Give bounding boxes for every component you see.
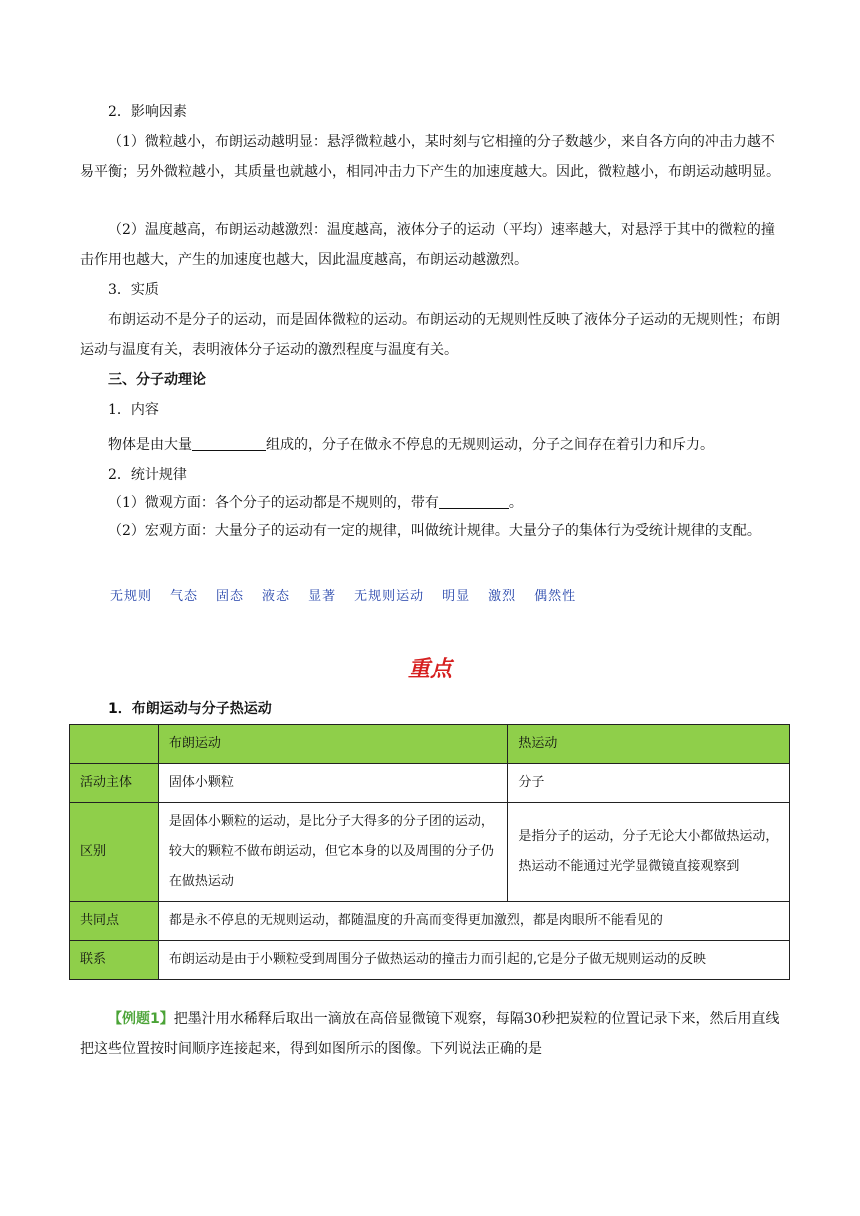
factors-heading: 2．影响因素 [108,104,187,120]
content-sentence [80,430,786,460]
answer-key [110,585,594,604]
row-label-relation: 联系 [70,941,159,980]
row-label-difference: 区别 [70,803,159,902]
difference-thermal: 是指分子的运动，分子无论大小都做热运动，热运动不能通过光学显微镜直接观察到 [508,803,790,902]
subject-brownian: 固体小颗粒 [158,764,507,803]
micro-sentence [80,488,786,518]
example-text: 把墨汁用水稀释后取出一滴放在高倍显微镜下观察，每隔30秒把炭粒的位置记录下来，然后用直线把这些位置按时间顺序连接起来，得到如图所示的图像。下列说法正确的是 [80,1011,780,1057]
answer-item: 偶然性 [534,589,577,604]
answer-item: 固态 [216,589,245,604]
answer-item: 明显 [442,589,471,604]
factor-item-2: （2）温度越高，布朗运动越激烈：温度越高，液体分子的运动（平均）速率越大，对悬浮于其中的微粒的撞击作用也越大，产生的加速度也越大，因此温度越高，布朗运动越激烈。 [80,222,775,268]
fill-blank-2[interactable] [439,490,509,509]
row-label-subject: 活动主体 [70,764,159,803]
common-points: 都是永不停息的无规则运动，都随温度的升高而变得更加激烈，都是肉眼所不能看见的 [158,902,789,941]
content-heading: 1．内容 [108,402,159,418]
key-points-title: 重点 [407,657,452,682]
comparison-table [69,724,790,980]
answer-item: 显著 [308,589,337,604]
answer-item: 激烈 [488,589,517,604]
essence-body: 布朗运动不是分子的运动，而是固体微粒的运动。布朗运动的无规则性反映了液体分子运动的无规则性；布朗运动与温度有关，表明液体分子运动的激烈程度与温度有关。 [80,312,780,358]
table-row [70,941,790,980]
header-thermal: 热运动 [508,725,790,764]
table-row [70,803,790,902]
row-label-common: 共同点 [70,902,159,941]
statistics-heading: 2．统计规律 [108,467,187,483]
essence-heading: 3．实质 [108,282,159,298]
theory-heading: 三、分子动理论 [108,372,206,388]
fill-blank-1[interactable] [192,432,266,451]
macro-sentence: （2）宏观方面：大量分子的运动有一定的规律，叫做统计规律。大量分子的集体行为受统计规律的支配。 [108,523,761,539]
header-empty-cell [70,725,159,764]
factor-item-1: （1）微粒越小，布朗运动越明显：悬浮微粒越小，某时刻与它相撞的分子数越少，来自各方向的冲击力越不易平衡；另外微粒越小，其质量也就越小，相同冲击力下产生的加速度越大。因此，微粒越小，布朗运动越明显。 [80,134,780,180]
content-before: 物体是由大量 [108,437,192,453]
difference-brownian: 是固体小颗粒的运动，是比分子大得多的分子团的运动，较大的颗粒不做布朗运动，但它本身的以及周围的分子仍在做热运动 [158,803,507,902]
example-label: 【例题1】 [108,1011,174,1027]
micro-before: （1）微观方面：各个分子的运动都是不规则的，带有 [108,495,439,511]
answer-item: 液态 [262,589,291,604]
table-row [70,764,790,803]
table-header-row [70,725,790,764]
answer-item: 气态 [170,589,199,604]
answer-item: 无规则运动 [354,589,425,604]
header-brownian: 布朗运动 [158,725,507,764]
table-row [70,902,790,941]
relation-text: 布朗运动是由于小颗粒受到周围分子做热运动的撞击力而引起的,它是分子做无规则运动的反映 [158,941,789,980]
comparison-heading: 1．布朗运动与分子热运动 [108,701,272,717]
content-after: 组成的，分子在做永不停息的无规则运动，分子之间存在着引力和斥力。 [266,437,714,453]
micro-after: 。 [508,495,523,511]
answer-item: 无规则 [110,589,153,604]
subject-thermal: 分子 [508,764,790,803]
example-question [80,1004,786,1064]
